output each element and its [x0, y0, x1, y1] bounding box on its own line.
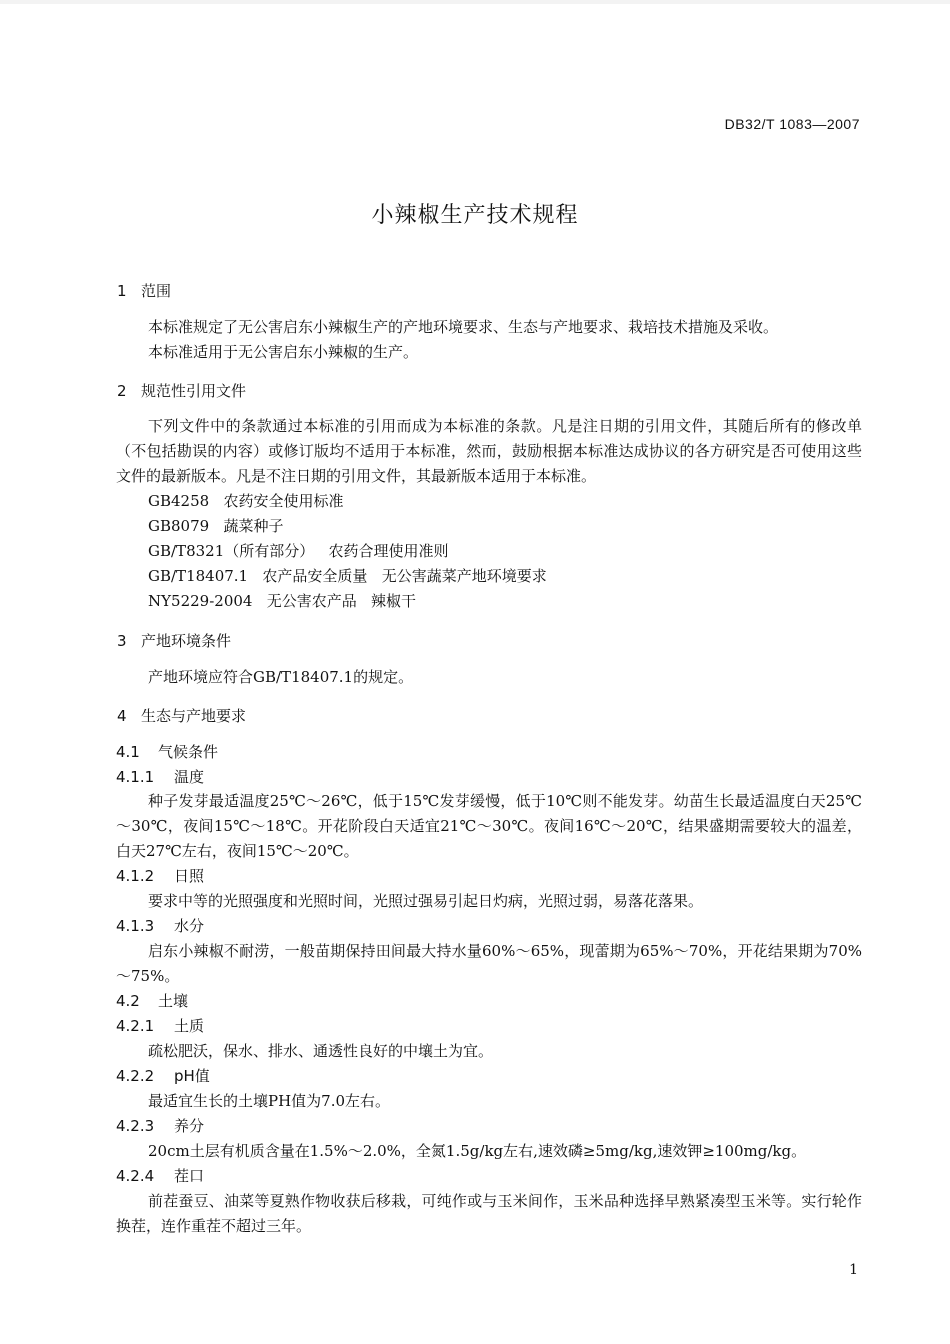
- subsection-title: 土壤: [158, 992, 189, 1010]
- section-heading-2: [117, 380, 246, 401]
- paragraph: 本标准规定了无公害启东小辣椒生产的产地环境要求、生态与产地要求、栽培技术措施及采收。: [148, 318, 779, 336]
- subsection-title: pH值: [174, 1067, 210, 1085]
- section-heading-4: [117, 705, 246, 726]
- paragraph: 20cm土层有机质含量在1.5%～2.0%，全氮1.5g/kg左右,速效磷≥5mg/kg,速效钾≥100mg/kg。: [148, 1142, 807, 1160]
- reference-item: GB8079 蔬菜种子: [148, 517, 284, 535]
- subsection-heading-4-1-2: [116, 865, 204, 886]
- document-title: 小辣椒生产技术规程: [371, 203, 579, 228]
- subsection-number: 4.2: [116, 992, 140, 1010]
- subsection-number: 4.1: [116, 743, 140, 761]
- paragraph: 疏松肥沃，保水、排水、通透性良好的中壤土为宜。: [148, 1042, 494, 1060]
- section-title: 规范性引用文件: [141, 382, 247, 400]
- subsection-number: 4.2.2: [116, 1067, 155, 1085]
- section-title: 生态与产地要求: [141, 707, 247, 725]
- reference-item: GB4258 农药安全使用标准: [148, 492, 344, 510]
- subsection-number: 4.1.1: [116, 768, 155, 786]
- subsection-number: 4.2.4: [116, 1167, 155, 1185]
- paragraph: 本标准适用于无公害启东小辣椒的生产。: [148, 343, 419, 361]
- subsection-title: 气候条件: [158, 743, 219, 761]
- section-heading-1: [117, 280, 171, 301]
- page-number: 1: [849, 1262, 858, 1278]
- standard-code: DB32/T 1083—2007: [724, 116, 860, 132]
- section-title: 产地环境条件: [141, 632, 232, 650]
- paragraph: 要求中等的光照强度和光照时间，光照过强易引起日灼病，光照过弱，易落花落果。: [148, 892, 704, 910]
- subsection-title: 土质: [174, 1017, 205, 1035]
- subsection-heading-4-1: [116, 741, 218, 762]
- subsection-heading-4-2-1: [116, 1015, 204, 1036]
- paragraph: 种子发芽最适温度25℃～26℃，低于15℃发芽缓慢，低于10℃则不能发芽。幼苗生长最适温度白天25℃～30℃，夜间15℃～18℃。开花阶段白天适宜21℃～30℃。夜间16℃～20℃，结果盛期需要较大的温差，白天27℃左右，夜间15℃～20℃。: [116, 792, 862, 860]
- section-heading-3: [117, 630, 231, 651]
- subsection-heading-4-2: [116, 990, 188, 1011]
- section-title: 范围: [141, 282, 172, 300]
- subsection-title: 养分: [174, 1117, 205, 1135]
- paragraph: 最适宜生长的土壤PH值为7.0左右。: [148, 1092, 391, 1110]
- reference-item: NY5229-2004 无公害农产品 辣椒干: [148, 592, 417, 610]
- paragraph: 下列文件中的条款通过本标准的引用而成为本标准的条款。凡是注日期的引用文件，其随后所有的修改单（不包括勘误的内容）或修订版均不适用于本标准，然而，鼓励根据本标准达成协议的各方研究是否可使用这些文件的最新版本。凡是不注日期的引用文件，其最新版本适用于本标准。: [116, 417, 862, 485]
- subsection-heading-4-2-3: [116, 1115, 204, 1136]
- subsection-number: 4.2.3: [116, 1117, 155, 1135]
- subsection-title: 日照: [174, 867, 205, 885]
- section-number: 1: [117, 282, 127, 300]
- reference-item: GB/T8321（所有部分） 农药合理使用准则: [148, 542, 449, 560]
- subsection-heading-4-2-4: [116, 1165, 204, 1186]
- paragraph: 启东小辣椒不耐涝，一般苗期保持田间最大持水量60%～65%，现蕾期为65%～70%，开花结果期为70%～75%。: [116, 942, 862, 985]
- subsection-heading-4-2-2: [116, 1065, 210, 1086]
- scan-top-band: [0, 0, 950, 4]
- subsection-title: 水分: [174, 917, 205, 935]
- subsection-title: 温度: [174, 768, 205, 786]
- subsection-title: 茬口: [174, 1167, 205, 1185]
- subsection-number: 4.2.1: [116, 1017, 155, 1035]
- subsection-heading-4-1-1: [116, 766, 204, 787]
- subsection-number: 4.1.2: [116, 867, 155, 885]
- section-number: 4: [117, 707, 127, 725]
- section-number: 3: [117, 632, 127, 650]
- section-number: 2: [117, 382, 127, 400]
- subsection-number: 4.1.3: [116, 917, 155, 935]
- paragraph: 产地环境应符合GB/T18407.1的规定。: [148, 668, 414, 686]
- paragraph: 前茬蚕豆、油菜等夏熟作物收获后移栽，可纯作或与玉米间作，玉米品种选择早熟紧凑型玉米等。实行轮作换茬，连作重茬不超过三年。: [116, 1192, 862, 1235]
- reference-item: GB/T18407.1 农产品安全质量 无公害蔬菜产地环境要求: [148, 567, 547, 585]
- subsection-heading-4-1-3: [116, 915, 204, 936]
